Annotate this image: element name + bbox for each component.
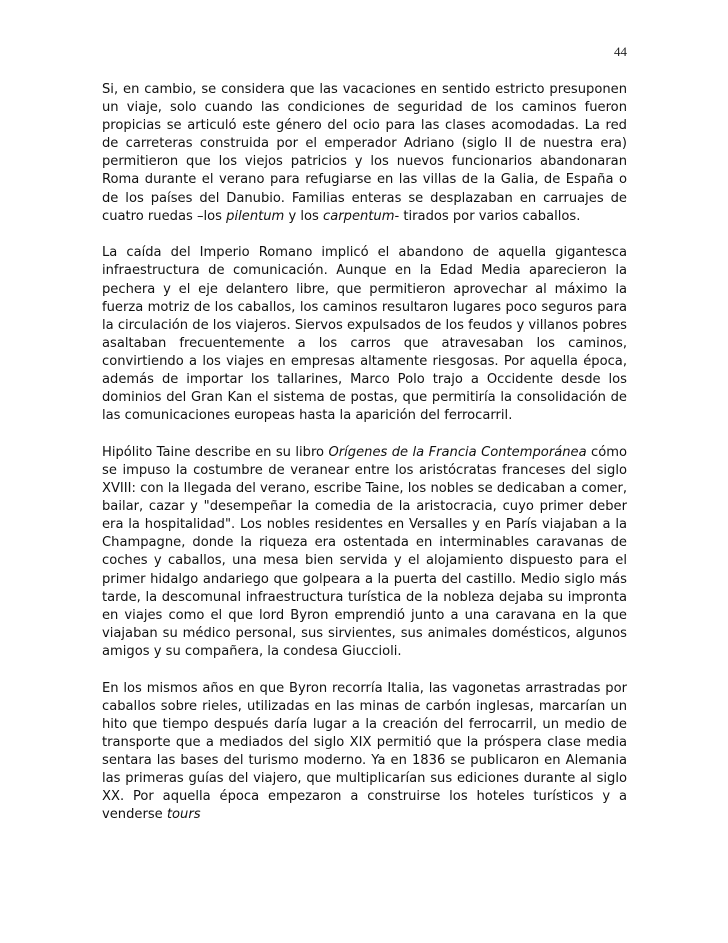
text-run: - tirados por varios caballos. [394, 208, 581, 224]
paragraph [102, 444, 627, 661]
paragraph [102, 81, 627, 226]
text-run: La caída del Imperio Romano implicó el abandono de aquella gigantesca infraestructura de comunicación. Aunque en la Edad Media aparecieron la pechera y el eje delantero libre, que permitieron aprovechar al máximo la fuerza motriz de los caballos, los caminos resultaron lugares poco seguros para la circulación de los viajeros. Siervos expulsados de los feudos y villanos pobres asaltaban frecuentemente a los carros que atravesaban los caminos, convirtiendo a los viajes en empresas altamente riesgosas. Por aquella época, además de importar los tallarines, Marco Polo trajo a Occidente desde los dominios del Gran Kan el sistema de postas, que permitiría la consolidación de las comunicaciones europeas hasta la aparición del ferrocarril. [102, 245, 627, 424]
italic-term: carpentum [323, 208, 395, 224]
text-run: cómo se impuso la costumbre de veranear entre los aristócratas franceses del siglo XVIII: con la llegada del verano, escribe Taine, los nobles se dedicaban a comer, bailar, cazar y "desempeñar la comedia de la aristocracia, cuyo primer deber era la hospitalidad". Los nobles residentes en Versalles y en París viajaban a la Champagne, donde la riqueza era ostentada en interminables caravanas de coches y caballos, una mesa bien servida y el alojamiento dispuesto para el primer hidalgo andariego que golpeara a la puerta del castillo. Medio siglo más tarde, la descomunal infraestructura turística de la nobleza dejaba su impronta en viajes como el que lord Byron emprendió junto a una caravana en la que viajaban su médico personal, sus sirvientes, sus animales domésticos, algunos amigos y su compañera, la condesa Giuccioli. [102, 444, 627, 659]
page-number: 44 [614, 44, 627, 59]
text-run: En los mismos años en que Byron recorría Italia, las vagonetas arrastradas por caballos sobre rieles, utilizadas en las minas de carbón inglesas, marcarían un hito que tiempo después daría lugar a la creación del ferrocarril, un medio de transporte que a mediados del siglo XIX permitió que la próspera clase media sentara las bases del turismo moderno. Ya en 1836 se publicaron en Alemania las primeras guías del viajero, que multiplicarían sus ediciones durante al siglo XX. Por aquella época empezaron a construirse los hoteles turísticos y a venderse [102, 680, 627, 823]
italic-term: tours [166, 807, 201, 823]
text-run: Hipólito Taine describe en su libro [102, 444, 329, 460]
paragraph [102, 244, 627, 425]
italic-term: pilentum [226, 208, 285, 224]
body-text [102, 81, 627, 843]
text-run: y los [284, 208, 324, 224]
text-run: Si, en cambio, se considera que las vacaciones en sentido estricto presuponen un viaje, solo cuando las condiciones de seguridad de los caminos fueron propicias se articuló este género del ocio para las clases acomodadas. La red de carreteras construida por el emperador Adriano (siglo II de nuestra era) permitieron que los viejos patricios y los nuevos funcionarios abandonaran Roma durante el verano para refugiarse en las villas de la Galia, de España o de los países del Danubio. Familias enteras se desplazaban en carruajes de cuatro ruedas –los [102, 82, 627, 224]
paragraph [102, 680, 627, 825]
italic-book-title: Orígenes de la Francia Contemporánea [328, 444, 587, 460]
